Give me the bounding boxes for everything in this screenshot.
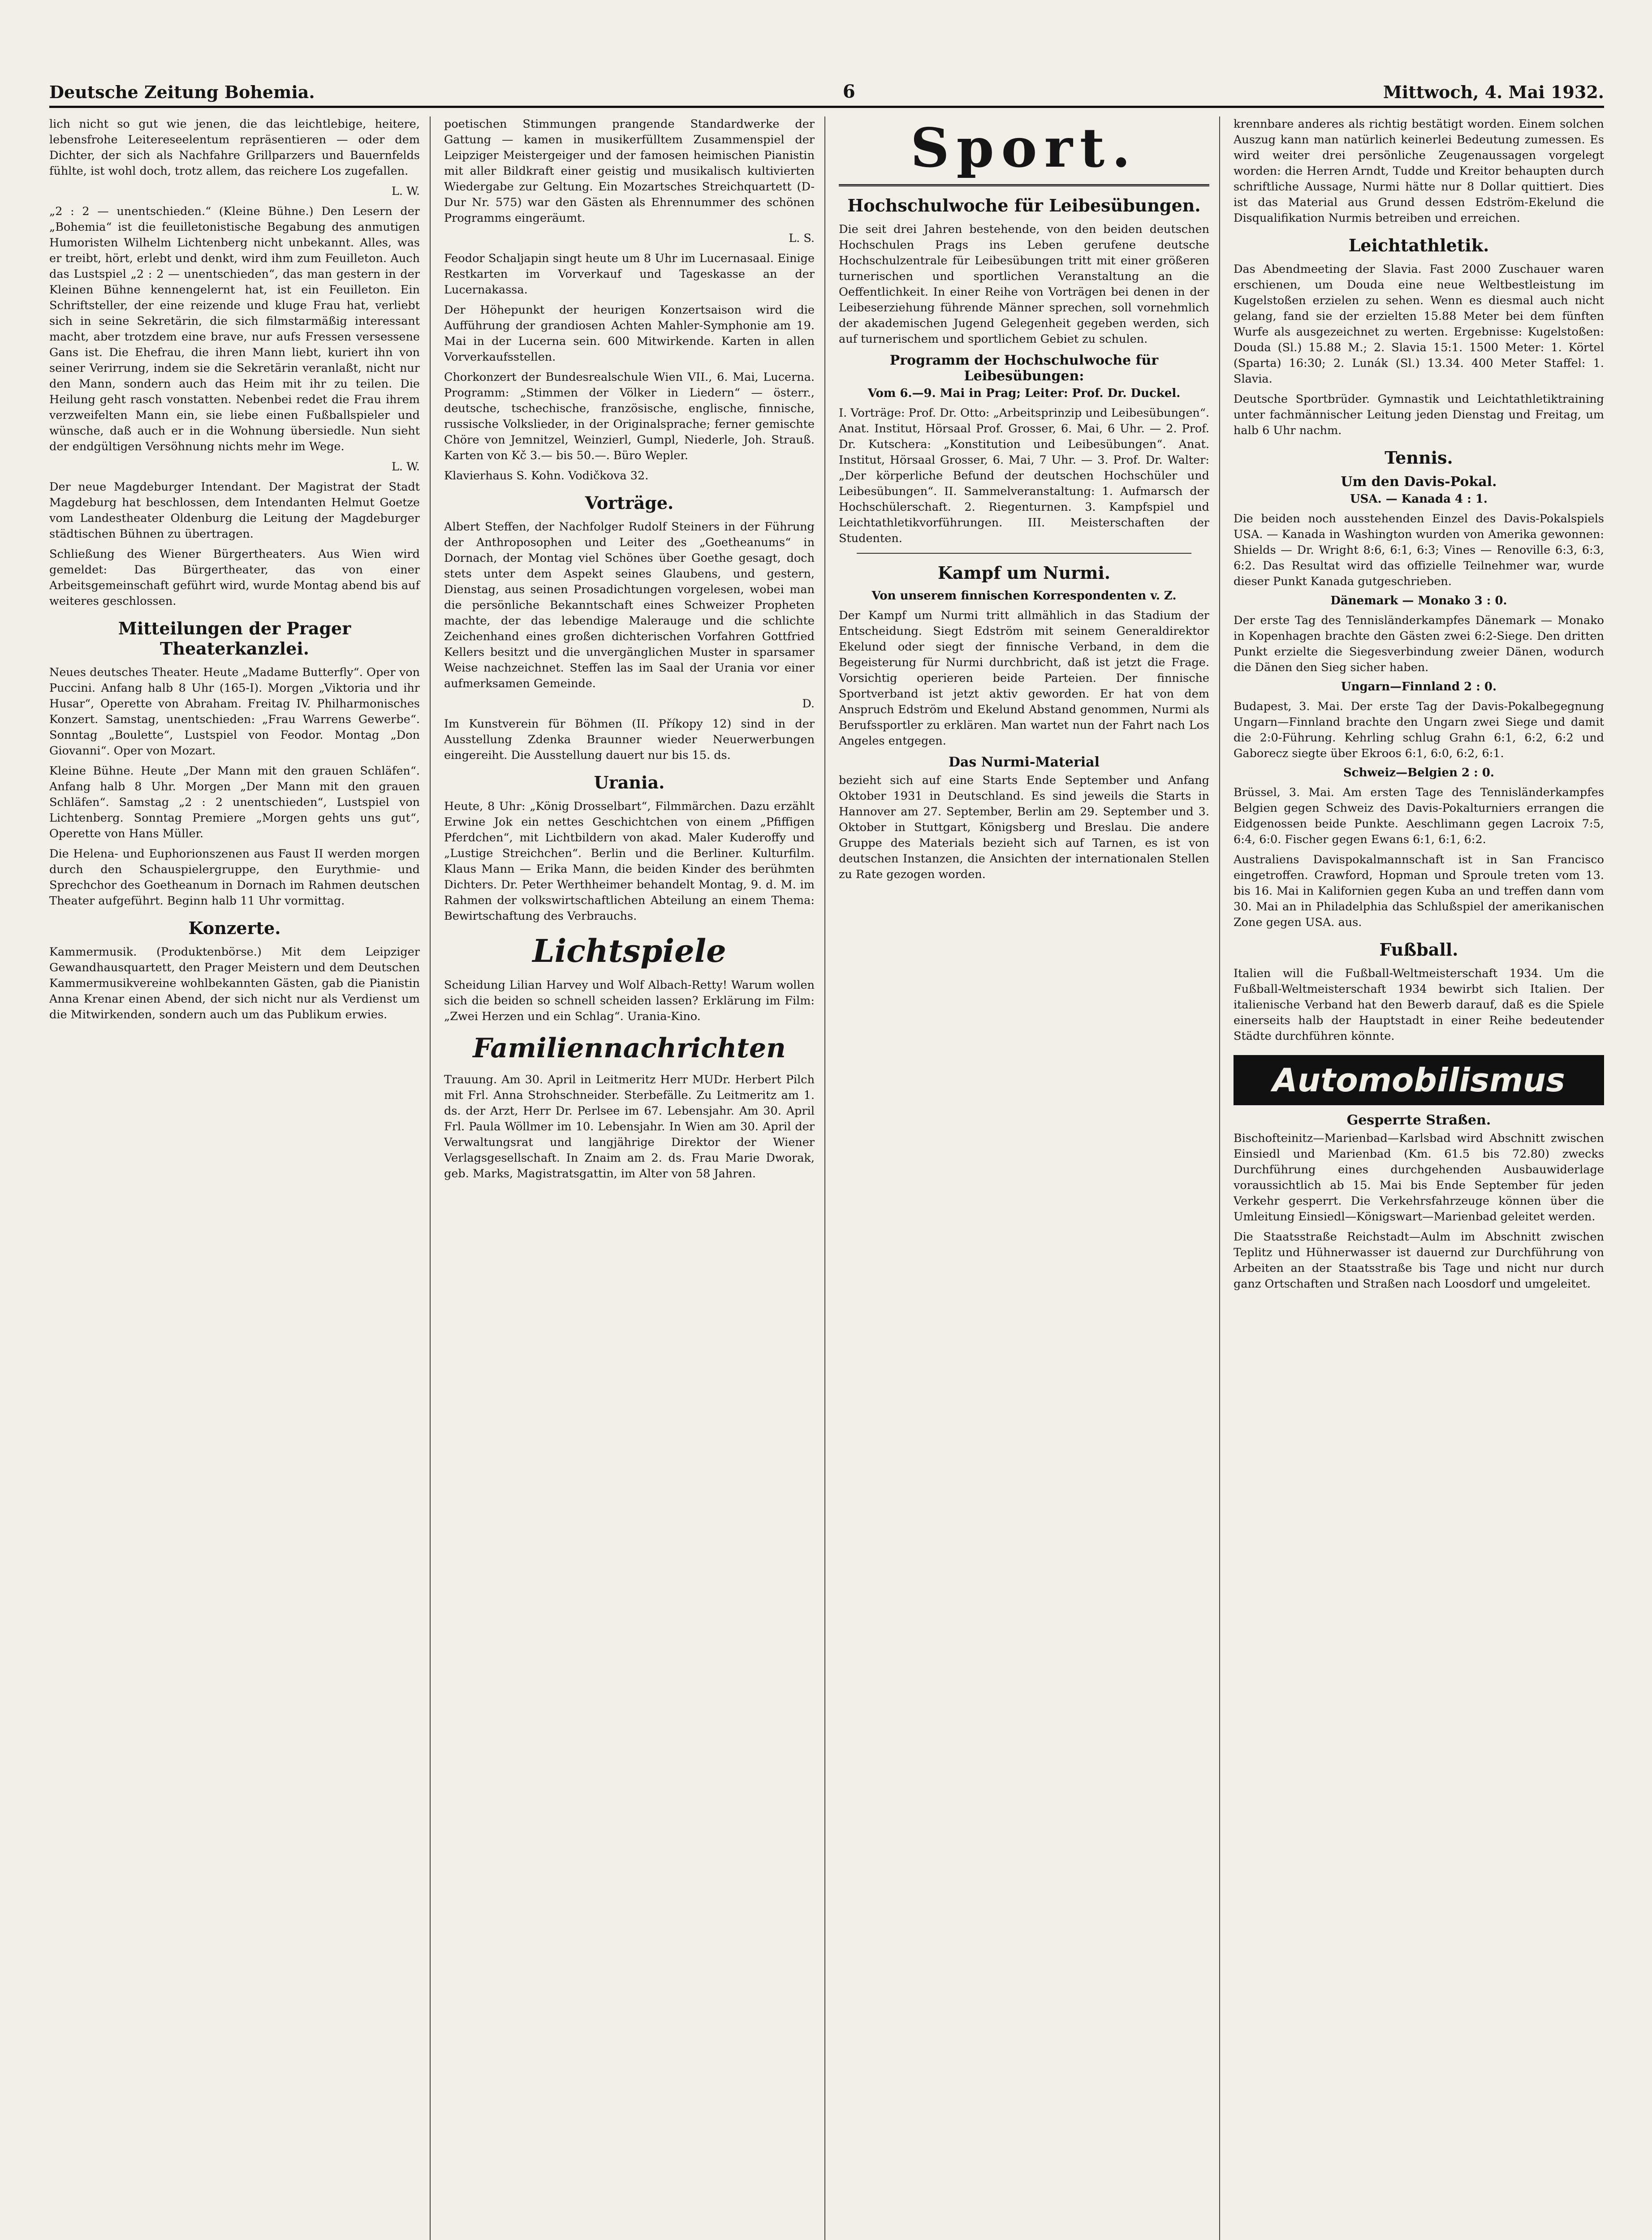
running-head-title: Deutsche Zeitung Bohemia. — [49, 82, 315, 102]
signature: L. W. — [391, 460, 420, 474]
paragraph: Australiens Davispokalmannschaft ist in San Francisco eingetroffen. Crawford, Hopman und Sproule treten vom 13. bis 16. Mai in Kalifornien gegen Kuba an und treffen dann vom 30. Mai an in Philadelphia das Schlußspiel der amerikanischen Zone gegen USA. aus. — [1234, 853, 1604, 929]
sport-masthead: Sport. — [839, 116, 1209, 186]
section-heading: Gesperrte Straßen. — [1346, 1112, 1491, 1128]
paragraph: Der Kampf um Nurmi tritt allmählich in das Stadium der Entscheidung. Siegt Edström mit seinem Generaldirektor Ekelund oder siegt der finnische Verband, in dem die Begeisterung für Nurmi durchbricht, daß ist jetzt die Frage. Vorsichtig operieren beide Parteien. Der finnische Sportverband ist jetzt aktiv geworden. Er hat von dem Anspruch Edström und Ekelund Abstand genommen, Nurmi als Berufssportler zu erklären. Man wartet nun der Fahrt nach Los Angeles entgegen. — [839, 609, 1209, 748]
paragraph: Heute, 8 Uhr: „König Drosselbart“, Filmmärchen. Dazu erzählt Erwine Jok ein nettes Geschichtchen von einem „Pfiffigen Pferdchen“, mit Lichtbildern von akad. Maler Kuderoffy und „Lustige Streichchen“. Berlin und die Berliner. Kulturfilm. Klaus Mann — Erika Mann, die beiden Kinder des berühmten Dichters. Dr. Peter Werthheimer behandelt Montag, 9. d. M. im Rahmen der volkswirtschaftlichen Abteilung an einem Thema: Bewirtschaftung des Verbrauchs. — [444, 800, 815, 923]
signature: L. S. — [789, 232, 815, 245]
subheading: Ungarn—Finnland 2 : 0. — [1341, 680, 1497, 694]
paragraph: Neues deutsches Theater. Heute „Madame Butterfly“. Oper von Puccini. Anfang halb 8 Uhr (165-I). Morgen „Viktoria und ihr Husar“, Operette von Abraham. Freitag IV. Philharmonisches Konzert. Samstag, unentschieden: „Frau Warrens Gewerbe“. Sonntag „Boulette“, Lustspiel von Feodor. Montag „Don Giovanni“. Oper von Mozart. — [49, 666, 420, 758]
section-heading: Tennis. — [1385, 448, 1453, 468]
section-heading: Um den Davis-Pokal. — [1341, 474, 1497, 490]
section-heading: Hochschulwoche für Leibesübungen. — [847, 195, 1201, 215]
paragraph: Scheidung Lilian Harvey und Wolf Albach-Retty! Warum wollen sich die beiden so schnell scheiden lassen? Erklärung im Film: „Zwei Herzen und ein Schlag“. Urania-Kino. — [444, 978, 815, 1023]
paragraph: Die Staatsstraße Reichstadt—Aulm im Abschnitt zwischen Teplitz und Hühnerwasser ist dauernd zur Durchführung von Arbeiten an der Staatsstraße bis Tage und nicht nur durch ganz Ortschaften und Straßen nach Loosdorf und umgeleitet. — [1234, 1230, 1604, 1291]
section-heading: Fußball. — [1379, 939, 1458, 960]
column-2 — [444, 116, 825, 2240]
paragraph: Bischofteinitz—Marienbad—Karlsbad wird Abschnitt zwischen Einsiedl und Marienbad (Km. 61.5 bis 72.80) zwecks Durchführung eines durchgehenden Ausbauwiderlage voraussichtlich ab 15. Mai bis Ende September für jeden Verkehr gesperrt. Die Verkehrsfahrzeuge können über die Umleitung Einsiedl—Königswart—Marienbad geleitet werden. — [1234, 1132, 1604, 1223]
subheading: Von unserem finnischen Korrespondenten v. Z. — [871, 589, 1177, 603]
signature: D. — [802, 697, 815, 711]
paragraph: bezieht sich auf eine Starts Ende September und Anfang Oktober 1931 in Deutschland. Es sind jeweils die Starts in Hannover am 27. September, Berlin am 29. September und 3. Oktober in Stuttgart, Königsberg und Breslau. Die andere Gruppe des Materials bezieht sich auf Tarnen, es ist von deutschen Instanzen, die Ansichten der internationalen Stellen zu Rate gezogen worden. — [839, 774, 1209, 881]
column-1 — [49, 116, 431, 2240]
subheading: Vom 6.—9. Mai in Prag; Leiter: Prof. Dr. Duckel. — [867, 387, 1181, 400]
section-heading: Programm der Hochschulwoche für Leibesübungen: — [889, 353, 1159, 384]
paragraph: Die Helena- und Euphorionszenen aus Faust II werden morgen durch den Schauspielergruppe, den Eurythmie- und Sprechchor des Goetheanum in Dornach im Rahmen deutschen Theater aufgeführt. Beginn halb 11 Uhr vormittag. — [49, 847, 420, 908]
page-number: 6 — [842, 81, 855, 102]
paragraph: Chorkonzert der Bundesrealschule Wien VII., 6. Mai, Lucerna. Programm: „Stimmen der Völker in Liedern“ — österr., deutsche, tschechische, französische, englische, finnische, russische Volkslieder, in der Originalsprache; ferner gemischte Chöre von Jemnitzel, Weinzierl, Gumpl, Niederle, Joh. Strauß. Karten von Kč 3.— bis 50.—. Büro Wepler. — [444, 370, 815, 462]
paragraph: Der neue Magdeburger Intendant. Der Magistrat der Stadt Magdeburg hat beschlossen, dem Intendanten Helmut Goetze vom Landestheater Oldenburg die Leitung der Magdeburger städtischen Bühnen zu übertragen. — [49, 480, 420, 541]
subheading: Schweiz—Belgien 2 : 0. — [1343, 766, 1494, 780]
section-heading: Das Nurmi-Material — [948, 754, 1100, 770]
paragraph: Im Kunstverein für Böhmen (II. Příkopy 12) sind in der Ausstellung Zdenka Braunner wieder Neuerwerbungen eingereiht. Die Ausstellung dauert nur bis 15. ds. — [444, 717, 815, 762]
paragraph: Die beiden noch ausstehenden Einzel des Davis-Pokalspiels USA. — Kanada in Washington wurden von Amerika gewonnen: Shields — Dr. Wright 8:6, 6:1, 6:3; Vines — Renoville 6:3, 6:3, 6:2. Das Resultat wird das offizielle Teilnehmer war, wurde dieser Punkt Kanada gutgeschrieben. — [1234, 512, 1604, 588]
section-heading: Mitteilungen der Prager Theaterkanzlei. — [118, 618, 351, 659]
section-heading: Vorträge. — [585, 493, 674, 513]
section-heading: Familiennachrichten — [473, 1033, 786, 1064]
paragraph: Schließung des Wiener Bürgertheaters. Aus Wien wird gemeldet: Das Bürgertheater, das von einer Arbeitsgemeinschaft geführt wird, wurde Montag abend bis auf weiteres geschlossen. — [49, 547, 420, 608]
divider — [857, 553, 1191, 554]
paragraph: Deutsche Sportbrüder. Gymnastik und Leichtathletiktraining unter fachmännischer Leitung jeden Dienstag und Freitag, um halb 6 Uhr nachm. — [1234, 392, 1604, 437]
paragraph: Albert Steffen, der Nachfolger Rudolf Steiners in der Führung der Anthroposophen und Leiter des „Goetheanums“ in Dornach, der Montag viel Schönes über Goethe gesagt, doch stets unter dem Aspekt seines Glaubens, und gestern, Dienstag, aus seinen Prosadichtungen vorgelesen, wobei man die persönliche Bekanntschaft eines Schweizer Propheten machte, der das lebendige Malerauge und die schlichte Zeichenhand eines großen dichterischen Vorfahren Gottfried Kellers besitzt und die unvergänglichen Muster in sparsamer Weise nachzeichnet. Steffen las im Saal der Urania vor einer aufmerksamen Gemeinde. — [444, 520, 815, 690]
running-head — [49, 80, 1604, 108]
paragraph: Budapest, 3. Mai. Der erste Tag der Davis-Pokalbegegnung Ungarn—Finnland brachte den Ungarn zwei Siege und damit die 2:0-Führung. Kehrling schlug Grahn 6:1, 6:2, 6:2 und Gaborecz siegte über Ekroos 6:1, 6:0, 6:2, 6:1. — [1234, 700, 1604, 760]
paragraph: Italien will die Fußball-Weltmeisterschaft 1934. Um die Fußball-Weltmeisterschaft 1934 bewirbt sich Italien. Der italienische Verband hat den Bewerb darauf, daß es die Spiele einerseits halb der Hauptstadt in einer Reihe bedeutender Städte durchführen könnte. — [1234, 967, 1604, 1043]
paragraph: krennbare anderes als richtig bestätigt worden. Einem solchen Auszug kann man natürlich keinerlei Bedeutung zumessen. Es wird weiter drei persönliche Zeugenaussagen vorgelegt worden: die Herren Arndt, Tudde und Kreitor behaupten durch schriftliche Aussage, Nurmi hätte nur 8 Dollar quittiert. Dies ist das Material aus Grund dessen Edström-Ekelund die Disqualifikation Nurmis betreiben und erreichen. — [1234, 117, 1604, 225]
text-columns — [49, 116, 1604, 2240]
running-head-date: Mittwoch, 4. Mai 1932. — [1383, 82, 1604, 102]
section-heading: Urania. — [594, 772, 665, 793]
paragraph: Die seit drei Jahren bestehende, von den beiden deutschen Hochschulen Prags ins Leben gerufene deutsche Hochschulzentrale für Leibesübungen tritt mit einer größeren turnerischen und sportlichen Veranstaltung an die Oeffentlichkeit. In einer Reihe von Vorträgen bei denen in der Leibeserziehung führende Männer sprechen, soll vornehmlich der akademischen Jugend Gelegenheit gegeben werden, sich auf turnerischem und sportlichem Gebiet zu schulen. — [839, 223, 1209, 346]
section-heading: Konzerte. — [188, 918, 281, 938]
automobilismus-banner: Automobilismus — [1234, 1055, 1604, 1105]
paragraph: Der Höhepunkt der heurigen Konzertsaison wird die Aufführung der grandiosen Achten Mahler-Symphonie am 19. Mai in der Lucerna sein. 600 Mitwirkende. Karten in allen Vorverkaufsstellen. — [444, 303, 815, 364]
subheading: USA. — Kanada 4 : 1. — [1350, 492, 1488, 506]
paragraph: poetischen Stimmungen prangende Standardwerke der Gattung — kamen in musikerfülltem Zusammenspiel der Leipziger Meistergeiger und der famosen heimischen Pianistin mit aller Bildkraft einer geistig und musikalisch kultivierten Wiedergabe zur Geltung. Ein Mozartsches Streichquartett (D-Dur Nr. 575) war den Gästen als Ehrennummer des schönen Programms eingeräumt. — [444, 117, 815, 225]
paragraph: „2 : 2 — unentschieden.“ (Kleine Bühne.) Den Lesern der „Bohemia“ ist die feuilletonistische Begabung des anmutigen Humoristen Wilhelm Lichtenberg nicht unbekannt. Alles, was er treibt, hört, erlebt und denkt, wird ihm zum Feuilleton. Auch das Lustspiel „2 : 2 — unentschieden“, das man gestern in der Kleinen Bühne kennengelernt hat, ist ein Feuilleton. Ein Schriftsteller, der eine reizende und kluge Frau hat, verliebt sich in seine Sekretärin, die sich filmstarmäßig interessant macht, aber trotzdem eine brave, nur aufs Fressen versessene Gans ist. Die Ehefrau, die ihren Mann liebt, kuriert ihn von seiner Verirrung, indem sie die Sekretärin veranlaßt, nicht nur den Mann, sondern auch das Heim mit ihr zu teilen. Die Heilung geht rasch vonstatten. Nebenbei redet die Frau ihrem verzweifelten Mann ein, sie liebe einen Fußballspieler und wünsche, daß auch er in die Wohnung übersiedle. Nun sieht der endgültigen Versöhnung nichts mehr im Wege. — [49, 205, 420, 453]
subheading: Dänemark — Monako 3 : 0. — [1330, 594, 1507, 607]
paragraph: Feodor Schaljapin singt heute um 8 Uhr im Lucernasaal. Einige Restkarten im Vorverkauf und Tageskasse an der Lucernakassa. — [444, 252, 815, 297]
paragraph: Kammermusik. (Produktenbörse.) Mit dem Leipziger Gewandhausquartett, den Prager Meistern und dem Deutschen Kammermusikvereine wohlbekannten Gästen, gab die Pianistin Anna Krenar einen Abend, der sich nicht nur als Verdienst um die Mitwirkenden, sondern auch um das Publikum erwies. — [49, 945, 420, 1021]
column-3 — [839, 116, 1220, 2240]
paragraph: Der erste Tag des Tennisländerkampfes Dänemark — Monako in Kopenhagen brachte den Gästen zwei 6:2-Siege. Den dritten Punkt erzielte die Siegesverbindung zweier Dänen, wodurch die Dänen den Sieg sicher haben. — [1234, 614, 1604, 674]
paragraph: Trauung. Am 30. April in Leitmeritz Herr MUDr. Herbert Pilch mit Frl. Anna Strohschneider. Sterbefälle. Zu Leitmeritz am 1. ds. der Arzt, Herr Dr. Perlsee im 67. Lebensjahr. Am 30. April Frl. Paula Wöllmer im 10. Lebensjahr. In Wien am 30. April der Verwaltungsrat und langjährige Direktor der Wiener Verlagsgesellschaft. In Znaim am 2. ds. Frau Marie Dworak, geb. Marks, Magistratsgattin, im Alter von 58 Jahren. — [444, 1073, 815, 1180]
section-heading: Kampf um Nurmi. — [937, 563, 1111, 583]
paragraph: I. Vorträge: Prof. Dr. Otto: „Arbeitsprinzip und Leibesübungen“. Anat. Institut, Hörsaal Prof. Grosser, 6. Mai, 6 Uhr. — 2. Prof. Dr. Kutschera: „Konstitution und Leibesübungen“. Anat. Institut, Hörsaal Grosser, 6. Mai, 7 Uhr. — 3. Prof. Dr. Walter: „Der körperliche Befund der deutschen Hochschüler und Leibesübungen“. II. Sammelveranstaltung: 1. Aufmarsch der Hochschülerschaft. 2. Riegenturnen. 3. Kampfspiel und Leichtathletikvorführungen. III. Meisterschaften der Studenten. — [839, 406, 1209, 545]
paragraph: Das Abendmeeting der Slavia. Fast 2000 Zuschauer waren erschienen, um Douda eine neue Weltbestleistung im Kugelstoßen erzielen zu sehen. Wenn es diesmal auch nicht gelang, fand sie der erzielten 15.88 Meter bei dem fünften Wurfe als ausgezeichnet zu werten. Ergebnisse: Kugelstoßen: Douda (Sl.) 15.88 M.; 2. Slavia 15:1. 1500 Meter: 1. Körtel (Sparta) 16:30; 2. Lunák (Sl.) 13.34. 400 Meter Staffel: 1. Slavia. — [1234, 263, 1604, 386]
section-heading: Leichtathletik. — [1348, 235, 1489, 255]
column-4 — [1234, 116, 1604, 2240]
paragraph: Klavierhaus S. Kohn. Vodičkova 32. — [444, 469, 649, 482]
signature: L. W. — [391, 185, 420, 198]
paragraph: Kleine Bühne. Heute „Der Mann mit den grauen Schläfen“. Anfang halb 8 Uhr. Morgen „Der Mann mit den grauen Schläfen“. Samstag „2 : 2 unentschieden“, Lustspiel von Lichtenberg. Sonntag Premiere „Morgen gehts uns gut“, Operette von Hans Müller. — [49, 764, 420, 840]
section-heading: Lichtspiele — [532, 932, 726, 969]
paragraph: lich nicht so gut wie jenen, die das leichtlebige, heitere, lebensfrohe Leitereseelentum repräsentieren — oder dem Dichter, der sich als Nachfahre Grillparzers und Bauernfelds fühlte, ist wohl doch, trotz allem, das reichere Los zugefallen. — [49, 117, 420, 178]
paragraph: Brüssel, 3. Mai. Am ersten Tage des Tennisländerkampfes Belgien gegen Schweiz des Davis-Pokalturniers errangen die Eidgenossen beide Punkte. Aeschlimann gegen Lacroix 7:5, 6:4, 6:0. Fischer gegen Ewans 6:1, 6:1, 6:2. — [1234, 786, 1604, 846]
